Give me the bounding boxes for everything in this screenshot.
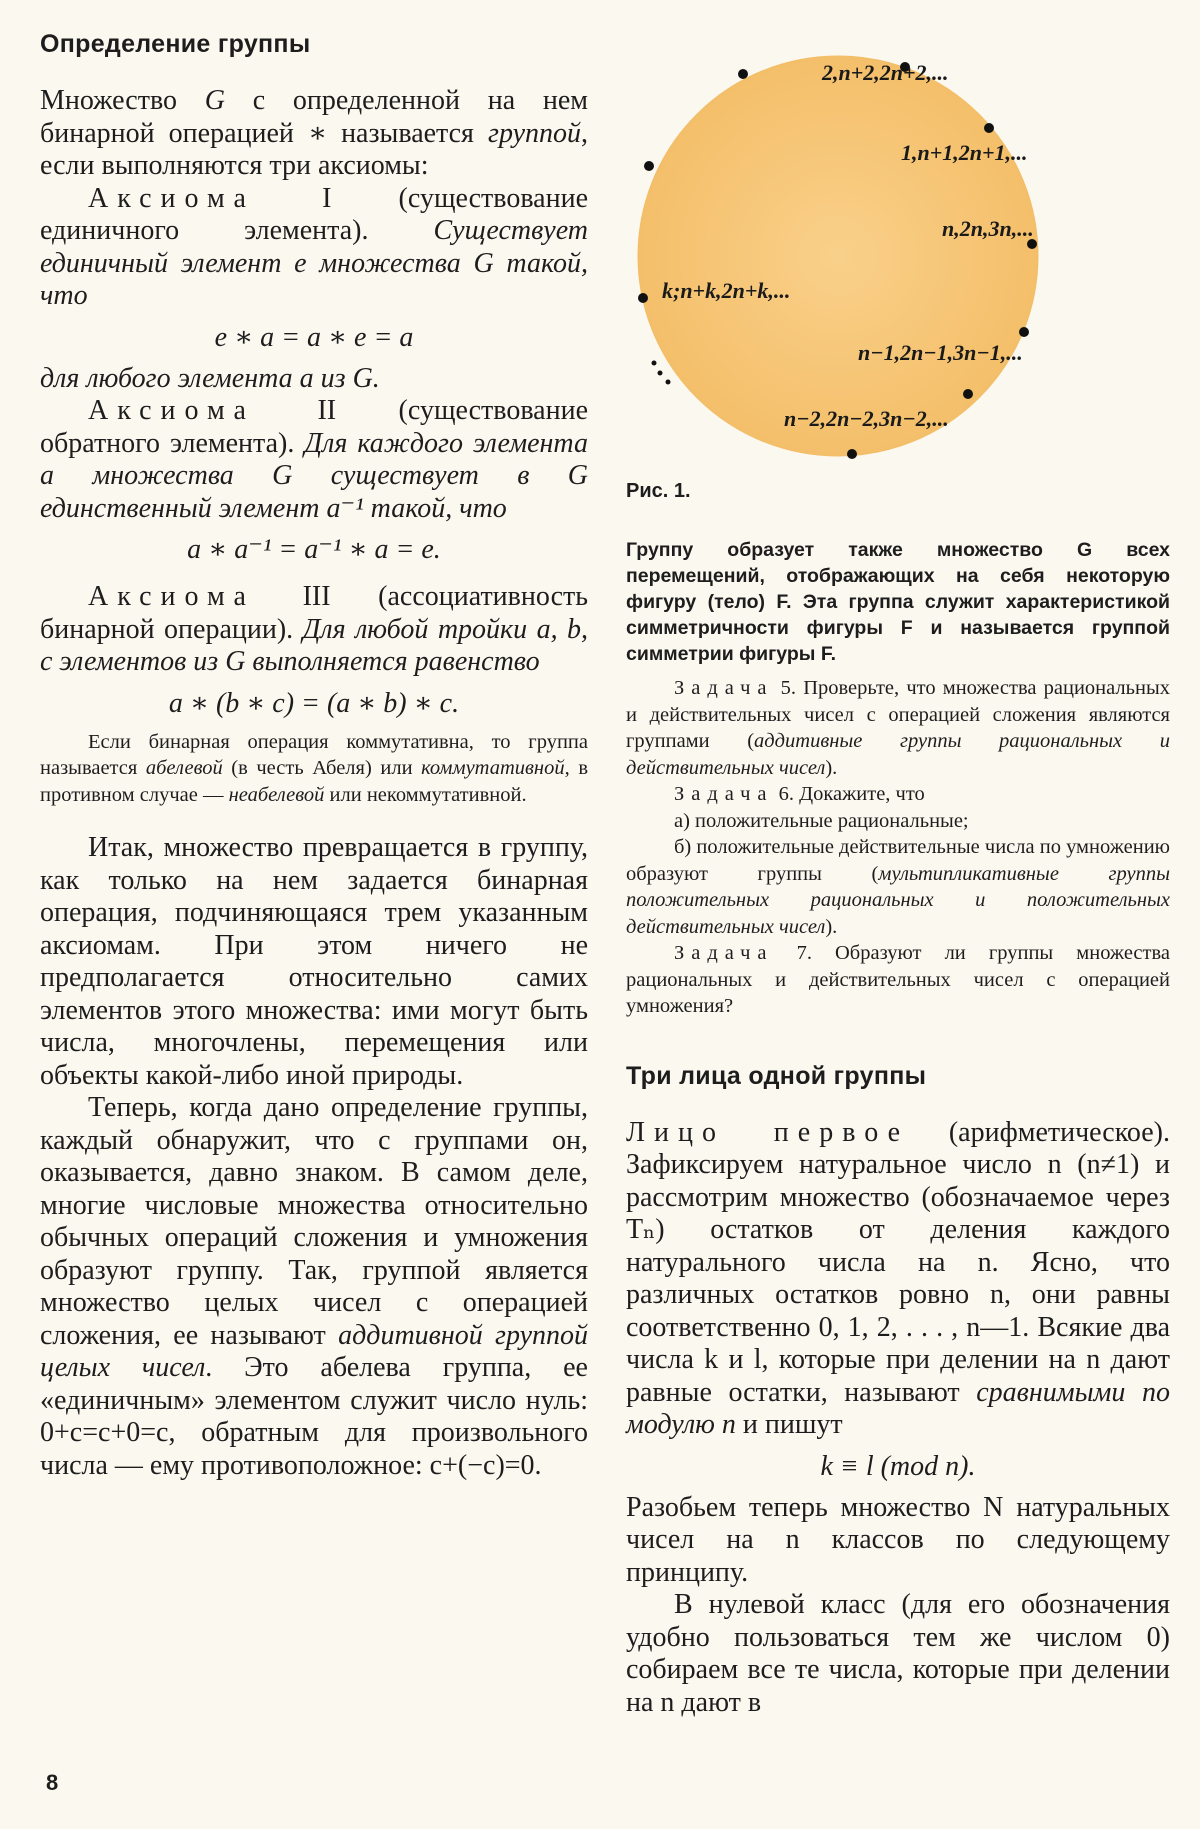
- axiom-1-after-text: для любого элемента a из G.: [40, 362, 380, 394]
- axiom-1-title: I (существование единичного элемента).: [40, 182, 588, 246]
- intro-term-group: группой: [488, 117, 581, 149]
- label-class-2: 2,n+2,2n+2,...: [822, 60, 949, 85]
- axiom-3-title: III (ассоциативность бинарной операции).: [40, 581, 588, 645]
- intro-paragraph: [40, 85, 588, 183]
- teper-term-additive: аддитивной группой целых чисел: [40, 1319, 588, 1383]
- page-number: 8: [46, 1770, 59, 1795]
- exercise-6-item-b-text: б) положительные действительные числа по умножению образуют группы (: [626, 836, 1170, 885]
- dot-marker: [738, 69, 748, 79]
- ellipsis-dot: [652, 361, 657, 366]
- label-class-1: 1,n+1,2n+1,...: [901, 140, 1028, 165]
- face-one-text: (арифметическое). Зафиксируем натуральное число n (n≠1) и рассмотрим множество (обозначаемое через Tₙ) остатков от деления каждого натурального числа на n. Ясно, что различных остатков ровно n, они равны соответственно 0, 1, 2, . . . , n—1. Всякие два числа k и l, которые при делении на n дают равные остатки, называют: [626, 1116, 1171, 1408]
- paragraph-itak: Итак, множество превращается в группу, как только на нем задается бинарная операция, подчиняющаяся трем указанным аксиомам. При этом ничего не предполагается относительно самих элементов этого множества: ими могут быть числа, многочлены, перемещения или объекты какой-либо иной природы.: [40, 832, 588, 1091]
- exercise-5: [626, 675, 1170, 781]
- axiom-3-statement: Для любой тройки a, b, c элементов из G выполняется равенство: [40, 613, 589, 677]
- face-one-term: сравнимыми по модулю n: [626, 1376, 1170, 1440]
- axiom-1-label: Аксиома: [88, 182, 255, 214]
- dot-marker: [1019, 327, 1029, 337]
- residue-circle-diagram: [626, 30, 1170, 470]
- section-heading-2: Три лица одной группы: [626, 1061, 927, 1090]
- axiom-3: [40, 581, 588, 679]
- note-term-commutative: коммутативной: [421, 757, 565, 779]
- right-column: [626, 30, 1170, 1719]
- intro-set-symbol: G: [204, 85, 225, 116]
- note-text-2: (в честь Абеля) или: [222, 757, 422, 779]
- dot-marker: [644, 161, 654, 171]
- paragraph-face-one: [626, 1117, 1170, 1442]
- figure-residue-circle: [626, 30, 1170, 470]
- formula-inverse: a ∗ a⁻¹ = a⁻¹ ∗ a = e.: [187, 534, 441, 565]
- exercise-6-term: мультипликативные группы положительных рациональных и положительных действительных чисел: [626, 862, 1170, 938]
- intro-text-2: с определенной на нем бинарной операцией ∗ называется: [40, 85, 588, 149]
- axiom-1-after: [40, 363, 588, 396]
- note-term-nonabelian: неабелевой: [228, 783, 325, 806]
- face-one-text-2: и пишут: [735, 1409, 843, 1440]
- ellipsis-dot: [658, 371, 663, 376]
- exercise-6-end: ).: [825, 915, 838, 938]
- face-one-label: Лицо первое: [626, 1116, 910, 1148]
- exercise-6: [626, 781, 1170, 808]
- note-text: Если бинарная операция коммутативна, то группа называется: [40, 730, 588, 779]
- note-text-3: , в противном случае —: [40, 757, 588, 806]
- exercise-5-label: Задача: [674, 677, 774, 699]
- exercise-7: [626, 940, 1170, 1020]
- exercise-5-end: ).: [825, 756, 838, 779]
- formula-associativity: a ∗ (b ∗ c) = (a ∗ b) ∗ c.: [168, 687, 460, 719]
- spacer: [626, 1020, 1170, 1062]
- intro-text-3: , если выполняются три аксиомы:: [40, 117, 588, 181]
- dot-marker: [963, 389, 973, 399]
- intro-text: Множество: [40, 85, 205, 116]
- note-term-abelian: абелевой: [145, 757, 223, 779]
- axiom-1-statement: Существует единичный элемент e множества G такой, что: [40, 215, 588, 311]
- axiom-2: [40, 395, 588, 525]
- exercise-6-text: 6. Докажите, что: [773, 783, 925, 805]
- exercise-5-text: 5. Проверьте, что множества рациональных и действительных чисел с операцией сложения являются группами (: [626, 677, 1170, 752]
- axiom-3-label: Аксиома: [88, 581, 255, 612]
- teper-text: Теперь, когда дано определение группы, каждый обнаружит, что с группами он, оказывается, давно знаком. В самом деле, многие числовые множества относительно обычных операций сложения и умножения образуют группу. Так, группой является множество целых чисел с операцией сложения, ее называют: [40, 1092, 588, 1351]
- label-class-0: n,2n,3n,...: [942, 216, 1034, 241]
- paragraph-teper: [40, 1092, 588, 1482]
- exercise-7-text: 7. Образуют ли группы множества рациональных и действительных чисел с операцией умножения?: [626, 942, 1170, 1017]
- figure-caption: Рис. 1.: [626, 480, 691, 502]
- exercise-6-item-b: [626, 834, 1170, 940]
- dot-marker: [638, 293, 648, 303]
- label-class-n-2: n−2,2n−2,3n−2,...: [784, 406, 949, 431]
- dot-marker: [984, 123, 994, 133]
- residue-circle: [638, 56, 1038, 456]
- formula-identity: e ∗ a = a ∗ e = a: [214, 321, 414, 353]
- axiom-1: [40, 183, 588, 313]
- symmetry-paragraph: Группу образует также множество G всех перемещений, отображающих на себя некоторую фигуру (тело) F. Эта группа служит характеристикой симметричности фигуры F и называется группой симметрии фигуры F.: [626, 539, 1170, 665]
- exercise-7-label: Задача: [674, 942, 774, 964]
- left-column: [40, 30, 588, 1482]
- note-text-4: или некоммутативной.: [324, 783, 527, 806]
- formula-congruence: k ≡ l (mod n).: [820, 1450, 976, 1482]
- ellipsis-dot: [666, 380, 671, 385]
- abelian-note: [40, 729, 588, 809]
- axiom-2-label: Аксиома: [88, 395, 255, 426]
- paragraph-partition: Разобьем теперь множество N натуральных чисел на n классов по следующему принципу.: [626, 1491, 1170, 1588]
- exercise-6-item-a: а) положительные рациональные;: [674, 809, 969, 832]
- axiom-2-title: II (существование обратного элемента).: [40, 395, 588, 459]
- teper-text-2: . Это абелева группа, ее «единичным» элементом служит число нуль: 0+c=c+0=c, обратным для произвольного числа — ему противоположное: c+(−c)=0.: [40, 1352, 588, 1481]
- exercise-5-term: аддитивные группы рациональных и действительных чисел: [626, 730, 1170, 779]
- label-class-k: k;n+k,2n+k,...: [662, 278, 791, 303]
- section-heading: Определение группы: [40, 30, 311, 58]
- exercise-6-label: Задача: [674, 783, 774, 805]
- dot-marker: [847, 449, 857, 459]
- spacer: [40, 808, 588, 832]
- axiom-2-statement: Для каждого элемента a множества G существует в G единственный элемент a⁻¹ такой, что: [40, 427, 588, 524]
- label-class-n-1: n−1,2n−1,3n−1,...: [858, 340, 1023, 365]
- paragraph-zero-class: В нулевой класс (для его обозначения удобно пользоваться тем же числом 0) собираем все те числа, которые при делении на n дают в: [626, 1589, 1170, 1718]
